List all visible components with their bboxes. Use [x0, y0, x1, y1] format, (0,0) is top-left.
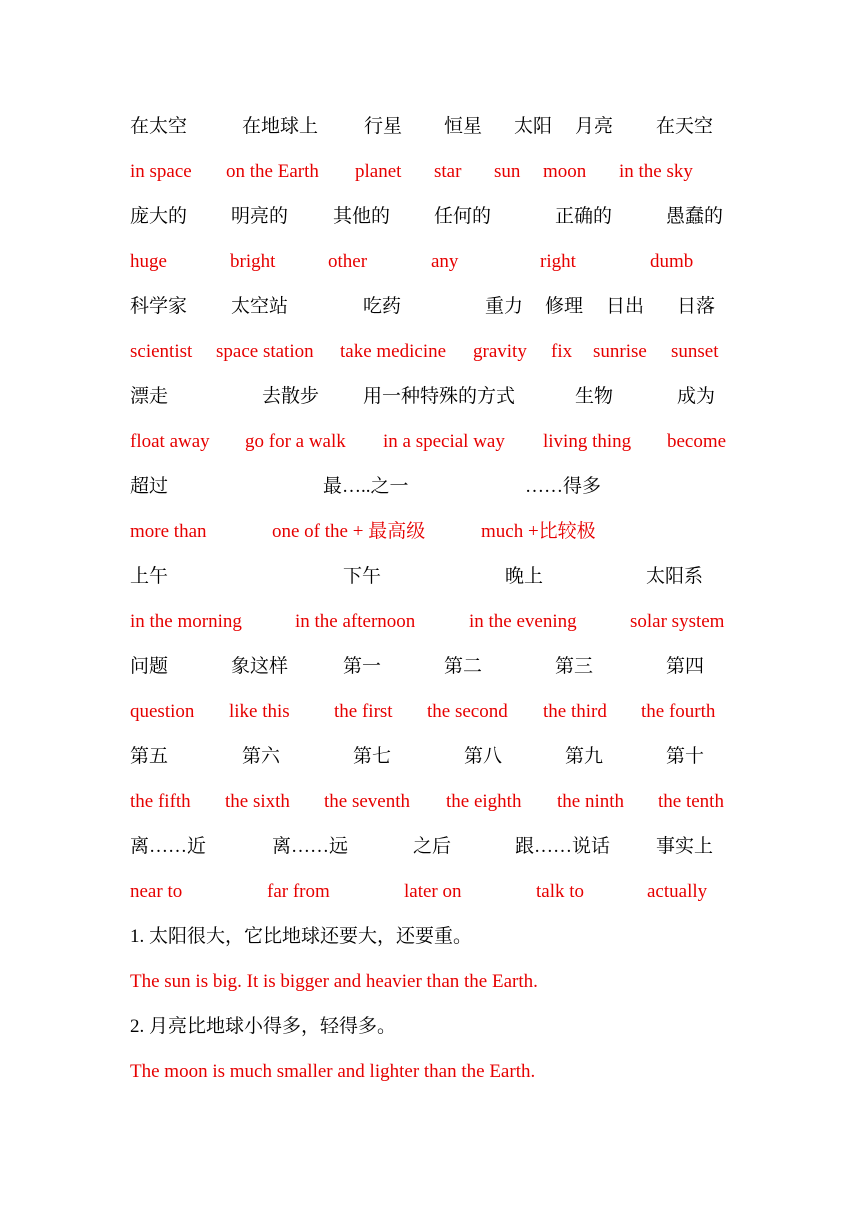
vocab-term: 其他的 — [333, 206, 391, 227]
vocab-term: the first — [334, 701, 393, 722]
sentence-2-english: The moon is much smaller and lighter than the Earth. — [130, 1061, 536, 1082]
vocab-term: 下午 — [343, 566, 382, 587]
vocab-term: 庞大的 — [130, 206, 188, 227]
vocab-term: 第八 — [464, 746, 503, 767]
vocab-row-chinese-1 — [0, 113, 860, 141]
vocab-term: 修理 — [545, 296, 584, 317]
vocab-term: 生物 — [575, 386, 614, 407]
vocab-term: far from — [267, 881, 330, 902]
vocab-term: 超过 — [130, 476, 169, 497]
vocab-term: bright — [230, 251, 276, 272]
vocab-term: in the evening — [469, 611, 577, 632]
vocab-row-chinese-5 — [0, 473, 860, 501]
vocab-term: 行星 — [364, 116, 403, 137]
vocab-term: the fourth — [641, 701, 716, 722]
vocab-term: 第四 — [666, 656, 705, 677]
vocab-term: 在太空 — [130, 116, 188, 137]
vocab-term: 漂走 — [130, 386, 169, 407]
vocab-term: 第七 — [353, 746, 392, 767]
vocab-row-english-2 — [0, 248, 860, 276]
vocab-term: planet — [355, 161, 402, 182]
vocab-term: 用一种特殊的方式 — [363, 386, 516, 407]
vocab-term: question — [130, 701, 195, 722]
vocab-term: 太空站 — [231, 296, 289, 317]
vocab-term: in the afternoon — [295, 611, 416, 632]
vocab-term: 科学家 — [130, 296, 188, 317]
vocab-term: 第十 — [666, 746, 705, 767]
vocab-term: dumb — [650, 251, 694, 272]
vocab-term: 最…..之一 — [323, 476, 409, 497]
vocab-row-english-7 — [0, 698, 860, 726]
vocab-term: right — [540, 251, 576, 272]
vocab-term: ……得多 — [525, 476, 602, 497]
vocab-term: 去散步 — [262, 386, 320, 407]
vocab-term: go for a walk — [245, 431, 346, 452]
vocab-term: the tenth — [658, 791, 724, 812]
vocab-term: the third — [543, 701, 607, 722]
vocab-row-english-9 — [0, 878, 860, 906]
vocab-row-english-1 — [0, 158, 860, 186]
vocab-term: 在地球上 — [242, 116, 319, 137]
vocab-term: 上午 — [130, 566, 169, 587]
vocab-term: solar system — [630, 611, 725, 632]
vocab-term: on the Earth — [226, 161, 319, 182]
vocab-term: take medicine — [340, 341, 447, 362]
vocab-term: 重力 — [485, 296, 524, 317]
vocab-term: like this — [229, 701, 290, 722]
vocab-term: 事实上 — [656, 836, 714, 857]
vocab-row-english-8 — [0, 788, 860, 816]
vocab-term: 第五 — [130, 746, 169, 767]
vocab-term: in a special way — [383, 431, 505, 452]
vocab-term: 恒星 — [444, 116, 483, 137]
vocab-term: the eighth — [446, 791, 522, 812]
vocab-term: living thing — [543, 431, 632, 452]
vocab-term: 成为 — [677, 386, 716, 407]
vocab-row-chinese-8 — [0, 743, 860, 771]
vocab-term: more than — [130, 521, 207, 542]
vocab-term: 任何的 — [434, 206, 492, 227]
vocab-row-chinese-9 — [0, 833, 860, 861]
vocab-term: 晚上 — [505, 566, 544, 587]
sentence-2-chinese: 2. 月亮比地球小得多，轻得多。 — [130, 1016, 397, 1037]
vocab-term: huge — [130, 251, 167, 272]
vocab-term: 正确的 — [555, 206, 613, 227]
vocab-term: 吃药 — [363, 296, 402, 317]
vocab-term: 第一 — [343, 656, 382, 677]
vocab-term: sunset — [671, 341, 719, 362]
vocab-term: 愚蠢的 — [666, 206, 724, 227]
vocab-term: gravity — [473, 341, 527, 362]
vocab-term: 月亮 — [575, 116, 614, 137]
vocab-term: later on — [404, 881, 462, 902]
vocab-row-english-4 — [0, 428, 860, 456]
vocab-term: sun — [494, 161, 521, 182]
vocab-term: sunrise — [593, 341, 647, 362]
vocab-term: 日出 — [606, 296, 645, 317]
vocab-row-english-3 — [0, 338, 860, 366]
vocab-row-chinese-4 — [0, 383, 860, 411]
vocab-term: space station — [216, 341, 314, 362]
vocab-term: the seventh — [324, 791, 411, 812]
vocab-row-chinese-6 — [0, 563, 860, 591]
vocab-row-english-5 — [0, 518, 860, 546]
vocab-term: the sixth — [225, 791, 290, 812]
vocab-term: other — [328, 251, 368, 272]
vocab-term: 太阳 — [514, 116, 553, 137]
vocab-term: fix — [551, 341, 573, 362]
vocab-row-chinese-3 — [0, 293, 860, 321]
vocab-term: 在天空 — [656, 116, 714, 137]
vocab-term: actually — [647, 881, 708, 902]
vocab-term: in the sky — [619, 161, 693, 182]
vocab-term: 太阳系 — [646, 566, 704, 587]
vocab-term: the second — [427, 701, 508, 722]
vocab-term: 象这样 — [231, 656, 289, 677]
vocab-term: 日落 — [677, 296, 716, 317]
vocab-term: moon — [543, 161, 587, 182]
vocab-term: 离……远 — [272, 836, 349, 857]
vocab-row-english-6 — [0, 608, 860, 636]
vocab-term: 问题 — [130, 656, 169, 677]
vocab-term: 第九 — [565, 746, 604, 767]
vocab-term: float away — [130, 431, 210, 452]
vocab-term: star — [434, 161, 462, 182]
vocab-term: 跟……说话 — [515, 836, 611, 857]
sentence-1-english: The sun is big. It is bigger and heavier than the Earth. — [130, 971, 538, 992]
vocab-term: talk to — [536, 881, 585, 902]
vocab-term: any — [431, 251, 459, 272]
vocab-term: become — [667, 431, 727, 452]
vocab-term: 第六 — [242, 746, 281, 767]
vocab-row-chinese-7 — [0, 653, 860, 681]
vocab-term: 明亮的 — [231, 206, 289, 227]
vocab-term: 第二 — [444, 656, 483, 677]
vocab-term: one of the + 最高级 — [272, 521, 426, 542]
vocab-term: 之后 — [413, 836, 452, 857]
vocab-term: near to — [130, 881, 183, 902]
vocab-term: scientist — [130, 341, 193, 362]
vocab-row-chinese-2 — [0, 203, 860, 231]
vocab-term: in the morning — [130, 611, 242, 632]
vocab-term: in space — [130, 161, 192, 182]
vocab-term: much +比较极 — [481, 521, 596, 542]
vocab-term: the fifth — [130, 791, 191, 812]
sentence-1-chinese: 1. 太阳很大，它比地球还要大，还要重。 — [130, 926, 473, 947]
vocab-term: 离……近 — [130, 836, 207, 857]
vocab-term: the ninth — [557, 791, 625, 812]
vocab-term: 第三 — [555, 656, 594, 677]
